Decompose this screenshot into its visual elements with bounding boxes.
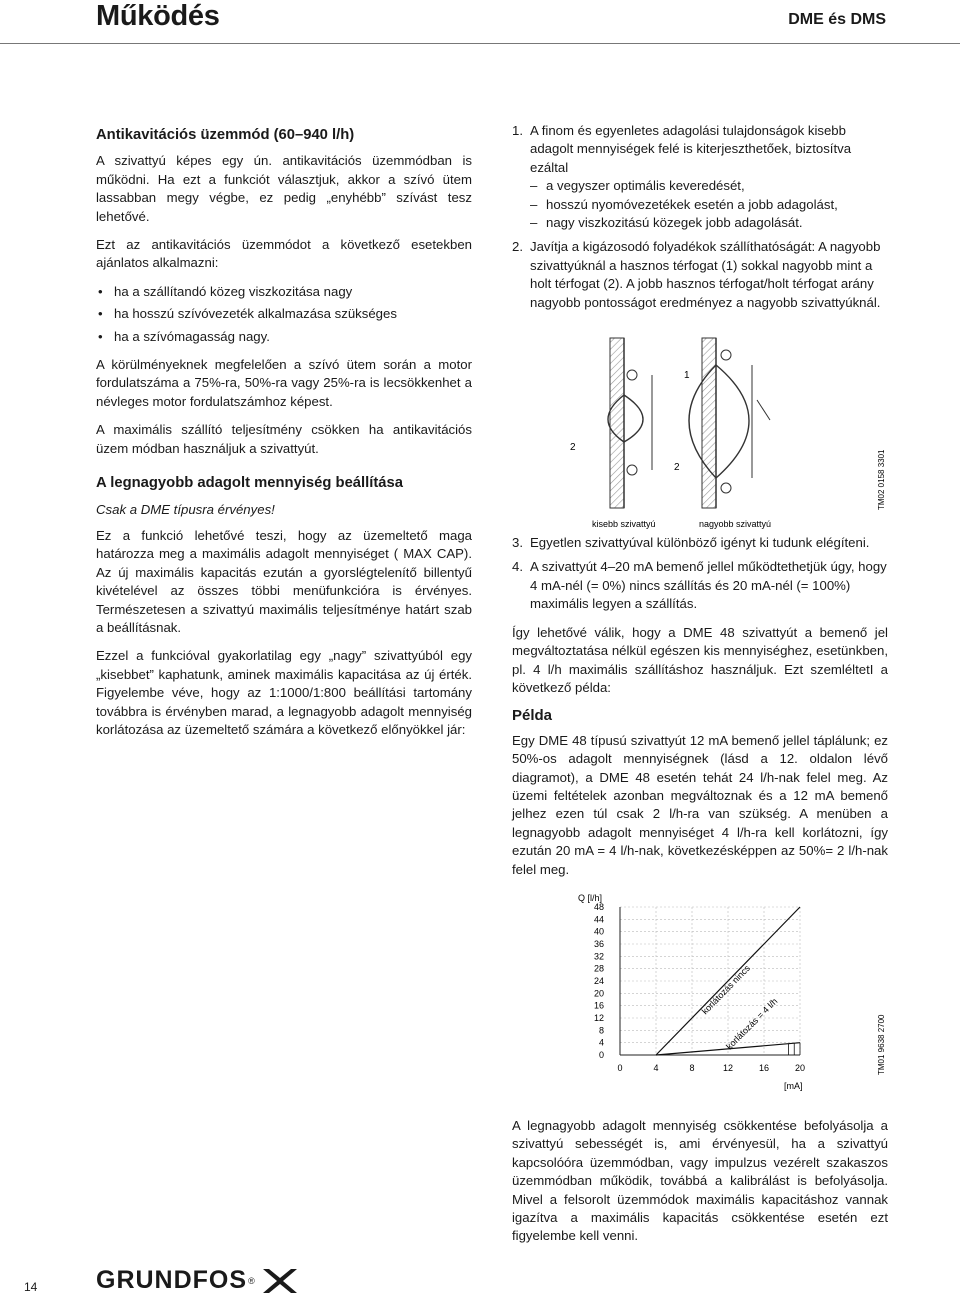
y-tick-label: 48 — [593, 901, 604, 912]
header-rule — [0, 43, 960, 44]
subtitle-dme-only: Csak a DME típusra érvényes! — [96, 501, 275, 517]
y-tick-label: 8 — [598, 1025, 604, 1036]
x-tick-label: 0 — [617, 1062, 623, 1073]
x-axis-label: [mA] — [784, 1080, 803, 1091]
heading-anticavitation: Antikavitációs üzemmód (60–940 l/h) — [96, 127, 355, 143]
left-column — [96, 122, 472, 749]
series-label-limit-4: korlátozás = 4 l/h — [724, 996, 780, 1052]
diaphragm-diagram — [512, 320, 888, 530]
bullet-item: • ha a szívómagasság nagy. — [96, 328, 472, 346]
paragraph: Egy DME 48 típusú szivattyút 12 mA bemenő jellel táplálunk; ez 50%-os adagolt mennyiségnek (lásd a 12. oldalon lévő diagramot), a DME 48 esetén tehát 24 l/h-nak felel meg. Az üzemi feltételek azonban megváltoznak és a 12 mA bemenő jelhez ezen túl csak 2 l/h-ra van szükség. A menüben a legnagyobb adagolt mennyiséget 4 l/h-ra kell korlátozni, így ezután 20 mA = 4 l/h-nak, következésképpen az 50%= 2 l/h-nak felel meg. — [512, 732, 888, 877]
paragraph: A legnagyobb adagolt mennyiség csökkentése befolyásolja a szivattyú sebességét is, ami érvényesül, ha a szivattyú kapcsolóóra üzemmódban, vagy impulzus vezérelt szakaszos üzemmódban működik, továbbá a kalibrálást is befolyásolja. Mivel a felsorolt üzemmódok maximális kapacitáshoz vannak igazítva a maximális kapacitás csökkentése esetén ezt figyelembe kell venni. — [512, 1117, 888, 1244]
numbered-item-2: 2. Javítja a kigázosodó folyadékok szállíthatóságát: A nagyobb szivattyúknál a hasznos térfogat (1) sokkal nagyobb mint a holt térfogat (2). A jobb hasznos térfogat/holt térfogat arány nagyobb pontosságot eredményez a nagyobb szivattyúknál. — [512, 239, 881, 310]
diaphragm-figure — [512, 320, 888, 530]
numbered-item-3: 3. Egyetlen szivattyúval különböző igényt ki tudunk elégíteni. — [512, 535, 870, 551]
bullet-list — [96, 283, 472, 346]
series-label-no-limit: korlátozás nincs — [699, 963, 752, 1017]
caption-small-pump: kisebb szivattyú — [592, 519, 656, 530]
x-tick-label: 12 — [722, 1062, 734, 1073]
y-tick-label: 44 — [593, 914, 604, 925]
bullet-item: • ha a szállítandó közeg viszkozitása nagy — [96, 283, 472, 301]
paragraph: Ezt az antikavitációs üzemmódot a következő esetekben ajánlatos alkalmazni: — [96, 237, 472, 271]
y-tick-label: 32 — [593, 951, 604, 962]
right-column — [512, 122, 888, 1256]
y-tick-label: 36 — [593, 938, 604, 949]
x-tick-label: 4 — [653, 1062, 659, 1073]
y-tick-label: 0 — [598, 1049, 604, 1060]
x-tick-label: 16 — [758, 1062, 770, 1073]
y-tick-label: 40 — [593, 926, 604, 937]
grundfos-man-icon — [259, 1267, 299, 1295]
dash-item: – hosszú nyomóvezetékek esetén a jobb adagolást, — [530, 196, 888, 214]
y-tick-label: 16 — [593, 1000, 604, 1011]
capacity-chart — [512, 889, 888, 1109]
y-axis-label: Q [l/h] — [578, 892, 603, 903]
numbered-item-4: 4. A szivattyút 4–20 mA bemenő jellel működtethetjük úgy, hogy 4 mA-nél (= 0%) nincs szállítás és 20 mA-nél (= 100%) maximális legyen a szállítás. — [512, 559, 887, 612]
x-tick-label: 20 — [794, 1062, 806, 1073]
grundfos-logo — [96, 1266, 299, 1295]
y-tick-label: 12 — [593, 1012, 604, 1023]
heading-example: Példa — [512, 707, 553, 725]
label-useful-volume: 1 — [684, 370, 690, 382]
dash-item: – a vegyszer optimális keveredését, — [530, 177, 888, 195]
page-header — [0, 0, 960, 44]
capacity-chart-svg — [512, 889, 888, 1109]
paragraph: A szivattyú képes egy ún. antikavitációs üzemmódban is működni. Ha ezt a funkciót választjuk, akkor a szívó ütem lassabban megy végbe, ez pedig „enyhébb” szívást tesz lehetővé. — [96, 153, 472, 224]
paragraph: A körülményeknek megfelelően a szívó ütem során a motor fordulatszáma a 75%-ra, 50%-ra vagy 25%-ra is lecsökkenhet a névleges motor fordulatszámhoz képest. — [96, 357, 472, 409]
y-tick-label: 24 — [593, 975, 604, 986]
document-name: DME és DMS — [788, 11, 886, 28]
page-title: Működés — [96, 0, 220, 32]
paragraph: A maximális szállító teljesítmény csökken ha antikavitációs üzem módban használjuk a szivattyút. — [96, 422, 472, 456]
paragraph: Ezzel a funkcióval gyakorlatilag egy „nagy” szivattyúból egy „kisebbet” kaphatunk, aminek maximális kapacitása az új érték. Figyelembe véve, hogy az 1:1000/1:800 beállítási tartomány továbbra is érvényben marad, a legnagyobb adagolt mennyiség korlátozása az üzemeltető számára a következő előnyökkel jár: — [96, 648, 472, 737]
paragraph: Ez a funkció lehetővé teszi, hogy az üzemeltető maga határozza meg a maximális adagolt mennyiséget ( MAX CAP). Az új maximális kapacitás ezután a gyorslégtelenítő billentyű kivételével az összes többi menüfunkcióra is érvényes. Természetesen a szivattyú maximális teljesítménye határt szab a beállításnak. — [96, 527, 472, 635]
dash-item: – nagy viszkozitású közegek jobb adagolását. — [530, 214, 888, 232]
chart-code: TM01 9638 2700 — [877, 1014, 886, 1075]
x-tick-label: 8 — [689, 1062, 695, 1073]
bullet-item: • ha hosszú szívóvezeték alkalmazása szükséges — [96, 305, 472, 323]
figure-code: TM02 0158 3301 — [877, 449, 886, 511]
label-dead-volume-small: 2 — [570, 442, 576, 454]
page-number: 14 — [24, 1280, 38, 1294]
registered-mark: ® — [248, 1275, 255, 1286]
y-tick-label: 20 — [593, 988, 604, 999]
numbered-item-1: 1. A finom és egyenletes adagolási tulajdonságok kisebb adagolt mennyiségek felé is kiterjeszthetőek, biztosítva ezáltal – a vegyszer optimális keveredését, – hosszú nyomóvezetékek esetén a jobb adagolást, – nagy viszkozitású közegek jobb adagolását. — [512, 122, 888, 232]
heading-max-capacity: A legnagyobb adagolt mennyiség beállítása — [96, 475, 403, 492]
label-dead-volume-large: 2 — [674, 462, 680, 474]
caption-large-pump: nagyobb szivattyú — [699, 519, 772, 530]
logo-wordmark: GRUNDFOS — [96, 1266, 248, 1294]
paragraph: Így lehetővé válik, hogy a DME 48 szivattyút a bemenő jel megváltoztatása nélkül egészen kis mennyiséghez, esetünkben, pl. 4 l/h maximális szállításhoz használjuk. Ezt szemléltetI a következő példa: — [512, 624, 888, 695]
y-tick-label: 4 — [598, 1037, 604, 1048]
y-tick-label: 28 — [593, 963, 604, 974]
